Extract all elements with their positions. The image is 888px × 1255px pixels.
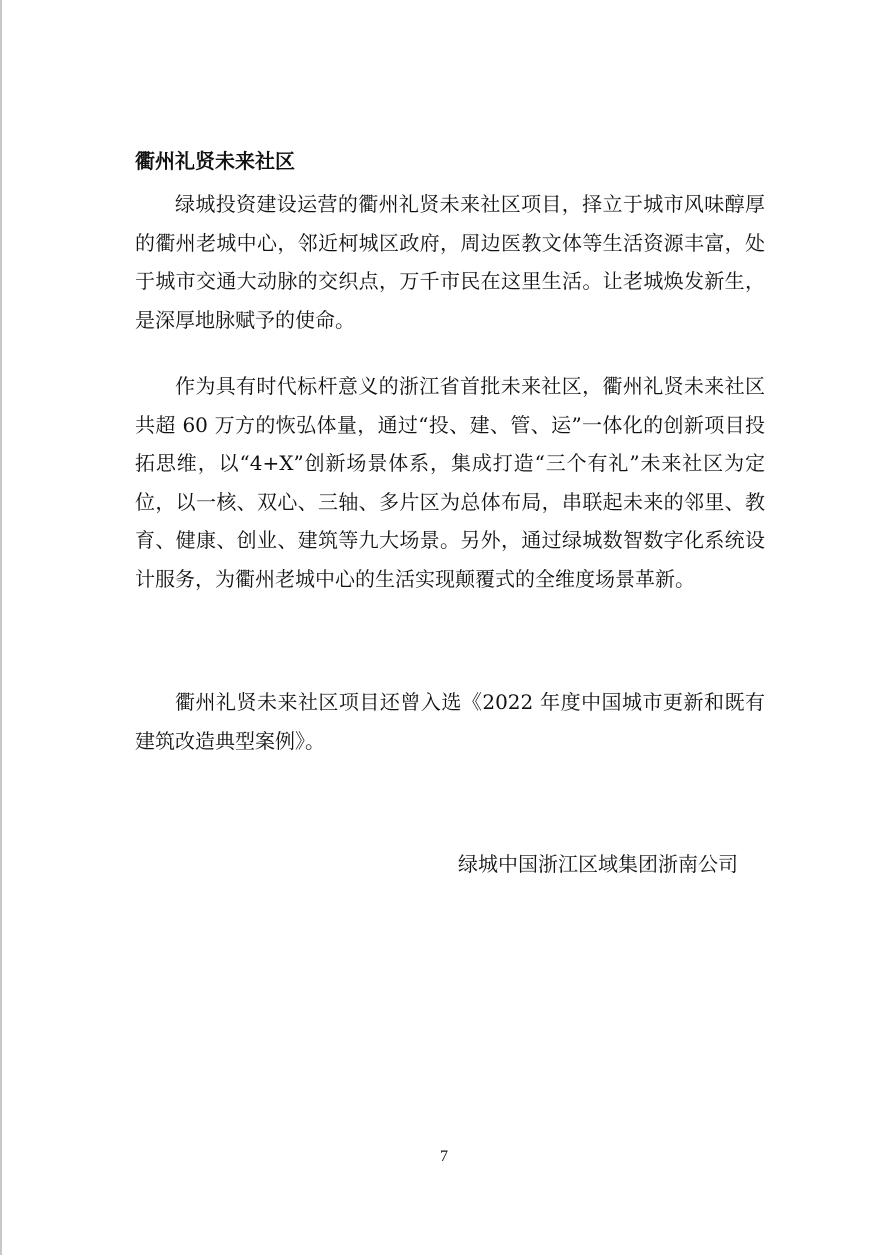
- author-signature: 绿城中国浙江区域集团浙南公司: [458, 852, 738, 876]
- body-paragraph-3: 衢州礼贤未来社区项目还曾入选《2022 年度中国城市更新和既有建筑改造典型案例》。: [135, 690, 765, 753]
- body-paragraph-2: 作为具有时代标杆意义的浙江省首批未来社区，衢州礼贤未来社区共超 60 万方的恢弘体量，通过“投、建、管、运”一体化的创新项目投拓思维，以“4+X”创新场景体系，集成打造“三个有礼”未来社区为定位，以一核、双心、三轴、多片区为总体布局，串联起未来的邻里、教育、健康、创业、建筑等九大场景。另外，通过绿城数智数字化系统设计服务，为衢州老城中心的生活实现颠覆式的全维度场景革新。: [135, 374, 765, 591]
- page-left-border: [0, 0, 2, 1255]
- page-number: 7: [440, 1148, 448, 1165]
- document-title: 衢州礼贤未来社区: [135, 149, 295, 173]
- body-paragraph-1: 绿城投资建设运营的衢州礼贤未来社区项目，择立于城市风味醇厚的衢州老城中心，邻近柯城区政府，周边医教文体等生活资源丰富，处于城市交通大动脉的交织点，万千市民在这里生活。让老城焕发新生，是深厚地脉赋予的使命。: [135, 192, 765, 332]
